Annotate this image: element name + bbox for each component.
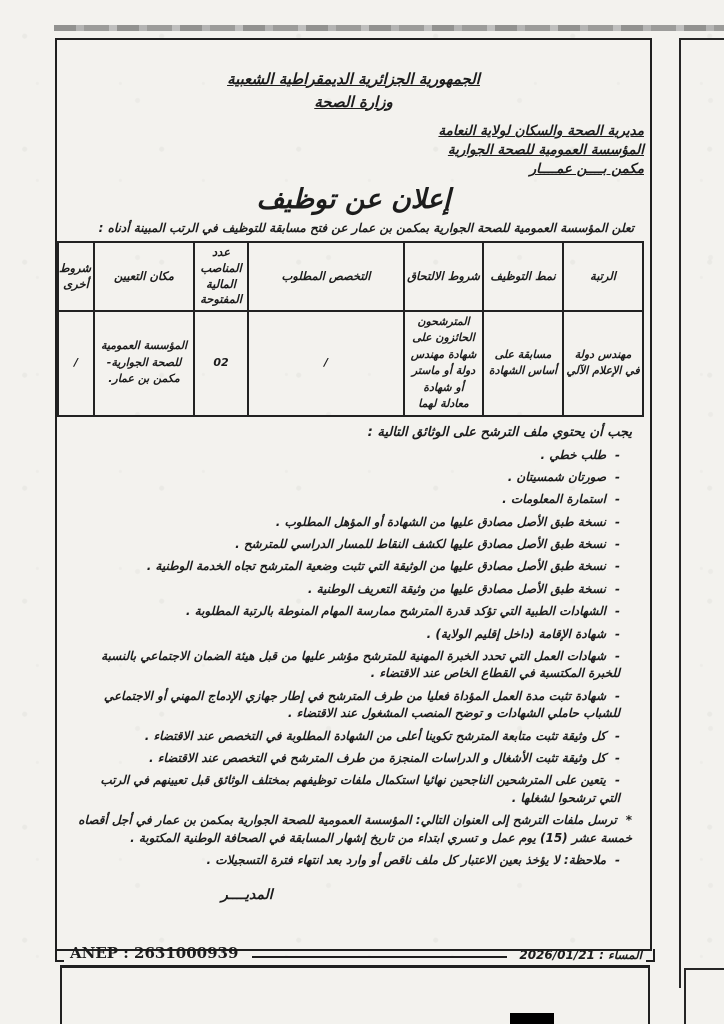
- list-item-text: كل وثيقة تثبت متابعة المترشح تكوينا أعلى من الشهادة المطلوبة في التخصص عند الاقتضاء .: [144, 728, 607, 743]
- bullet-dash: -: [615, 492, 620, 507]
- list-item: [77, 514, 620, 531]
- list-item-text: يتعين على المترشحين الناجحين نهائيا استكمال ملفات توظيفهم بمختلف الوثائق قبل تعيينهم في الرتب التي ترشحوا لشغلها .: [100, 773, 620, 805]
- bullet-dash: -: [615, 559, 620, 574]
- anep-footer-strip: [55, 938, 655, 962]
- col-header-required-specialty: التخصص المطلوب: [248, 242, 404, 310]
- list-item-text: شهادات العمل التي تحدد الخبرة المهنية للمترشح مؤشر عليها من قبل هيئة الضمان الاجتماعي بالنسبة للخبرة المكتسبة في القطاع الخاص عند الاقتضاء .: [101, 649, 620, 681]
- list-item-text: نسخة طبق الأصل مصادق عليها من وثيقة التعريف الوطنية .: [307, 581, 607, 596]
- col-header-rank: الرتبة: [563, 242, 643, 310]
- list-item: [77, 558, 620, 575]
- footer-rule: [252, 956, 507, 958]
- list-item-text: صورتان شمسيتان .: [507, 469, 607, 484]
- ministry-title: وزارة الصحة: [314, 92, 393, 111]
- list-item: [77, 750, 620, 767]
- list-item-text: كل وثيقة تثبت الأشغال و الدراسات المنجزة من طرف المترشح في التخصص عند الاقتضاء .: [149, 751, 607, 765]
- cell-recruitment-mode: مسابقة على أساس الشهادة: [483, 311, 563, 416]
- list-item: [77, 688, 620, 723]
- cell-rank: مهندس دولة في الإعلام الآلي: [563, 311, 643, 416]
- bullet-dash: -: [615, 447, 620, 462]
- list-item: [77, 447, 620, 464]
- page-title: إعلان عن توظيف: [256, 184, 451, 216]
- required-documents-section: [63, 417, 644, 870]
- bullet-dash: -: [615, 469, 620, 484]
- table-row: [58, 311, 643, 416]
- institution-title: المؤسسة العمومية للصحة الجوارية: [447, 142, 644, 159]
- corner-bracket-left: [55, 949, 64, 962]
- table-header-row: [58, 242, 643, 310]
- list-item: [77, 648, 620, 683]
- republic-title: الجمهورية الجزائرية الديمقراطية الشعبية: [227, 70, 480, 88]
- cell-required-specialty: /: [248, 311, 404, 416]
- publication-date: المساء : 2026/01/21: [519, 948, 642, 962]
- col-header-open-positions: عدد المناصب المالية المفتوحة: [194, 242, 248, 310]
- bullet-asterisk: *: [625, 813, 632, 828]
- list-item-note: [77, 852, 620, 869]
- bullet-dash: -: [615, 604, 620, 619]
- list-item-text: نسخة طبق الأصل مصادق عليها لكشف النقاط للمسار الدراسي للمترشح .: [235, 537, 607, 552]
- list-item: [77, 491, 620, 508]
- list-item-text: شهادة تثبت مدة العمل المؤداة فعليا من طرف المترشح في إطار جهازي الإدماج المهني أو الاجتماعي للشباب حاملي الشهادات و توضح المنصب المشغول عند الاقتضاء .: [103, 688, 620, 721]
- bullet-dash: -: [615, 751, 620, 765]
- anep-reference: ANEP : 2631000939: [70, 944, 239, 962]
- recruitment-table: [57, 241, 644, 416]
- list-item-text: نسخة طبق الأصل مصادق عليها من الوثيقة التي تثبت وضعية المترشح تجاه الخدمة الوطنية .: [146, 559, 607, 574]
- letterhead-center: [63, 68, 644, 113]
- list-item-text: ترسل ملفات الترشح إلى العنوان التالي: المؤسسة العمومية للصحة الجوارية بمكمن بن عمار في أجل أقصاه خمسة عشر (15) يوم عمل و تسري ابتداء من تاريخ إشهار المسابقة في الصحافة الوطنية المكتوبة .: [78, 813, 632, 845]
- bullet-dash: -: [615, 626, 620, 641]
- bullet-dash: -: [615, 581, 620, 596]
- directorate-title: مديرية الصحة والسكان لولاية النعامة: [438, 123, 644, 139]
- list-item: [77, 581, 620, 598]
- director-signature: المديــــر: [221, 887, 273, 904]
- list-item-text: الشهادات الطبية التي تؤكد قدرة المترشح ممارسة المهام المنوطة بالرتبة المطلوبة .: [185, 604, 607, 619]
- list-item-text: شهادة الإقامة (داخل إقليم الولاية) .: [426, 626, 607, 641]
- list-item-submission-address: [77, 812, 632, 847]
- list-item-text: نسخة طبق الأصل مصادق عليها من الشهادة أو المؤهل المطلوب .: [275, 514, 607, 529]
- censor-mark: [510, 1013, 554, 1024]
- list-item: [77, 626, 620, 643]
- bullet-dash: -: [615, 514, 620, 529]
- list-item: [77, 603, 620, 620]
- list-item-text: ملاحظة: لا يؤخذ بعين الاعتبار كل ملف ناقص أو وارد بعد انتهاء فترة التسجيلات .: [206, 852, 607, 867]
- adjacent-column-frame: [679, 38, 724, 988]
- place-title: مكمن بــــن عمــــار: [529, 161, 644, 178]
- scan-artifact-strip: [54, 25, 724, 31]
- letterhead-right: [63, 122, 644, 179]
- col-header-other-conditions: شروط أخرى: [58, 242, 94, 310]
- cell-assignment-place: المؤسسة العمومية للصحة الجوارية- مكمن بن عمار.: [94, 311, 194, 416]
- list-item-text: استمارة المعلومات .: [502, 492, 607, 507]
- col-header-recruitment-mode: نمط التوظيف: [483, 242, 563, 310]
- list-item-text: طلب خطي .: [540, 447, 607, 462]
- next-announcement-frame: [60, 965, 650, 1024]
- list-item: [77, 469, 620, 486]
- col-header-entry-conditions: شروط الالتحاق: [404, 242, 483, 310]
- cell-other-conditions: /: [58, 311, 94, 416]
- list-item: [77, 536, 620, 553]
- bullet-dash: -: [615, 649, 620, 664]
- list-item: [77, 772, 620, 807]
- bullet-dash: -: [615, 728, 620, 743]
- announcement-frame: [55, 38, 652, 951]
- cell-open-positions: 02: [194, 311, 248, 416]
- bullet-dash: -: [615, 773, 620, 788]
- col-header-assignment-place: مكان التعيين: [94, 242, 194, 310]
- bullet-dash: -: [615, 537, 620, 552]
- adjacent-column-frame-lower: [684, 968, 724, 1024]
- list-item: [77, 728, 620, 745]
- intro-paragraph: تعلن المؤسسة العمومية للصحة الجوارية بمكمن بن عمار عن فتح مسابقة للتوظيف في الرتب المبينة أدناه :: [98, 221, 634, 236]
- documents-heading: يجب أن يحتوي ملف الترشح على الوثائق التالية :: [367, 424, 632, 440]
- corner-bracket-right: [646, 949, 655, 962]
- bullet-dash: -: [615, 852, 620, 867]
- cell-entry-conditions: المترشحون الحائزون على شهادة مهندس دولة أو ماستر أو شهادة معادلة لهما: [404, 311, 483, 416]
- bullet-dash: -: [615, 688, 620, 703]
